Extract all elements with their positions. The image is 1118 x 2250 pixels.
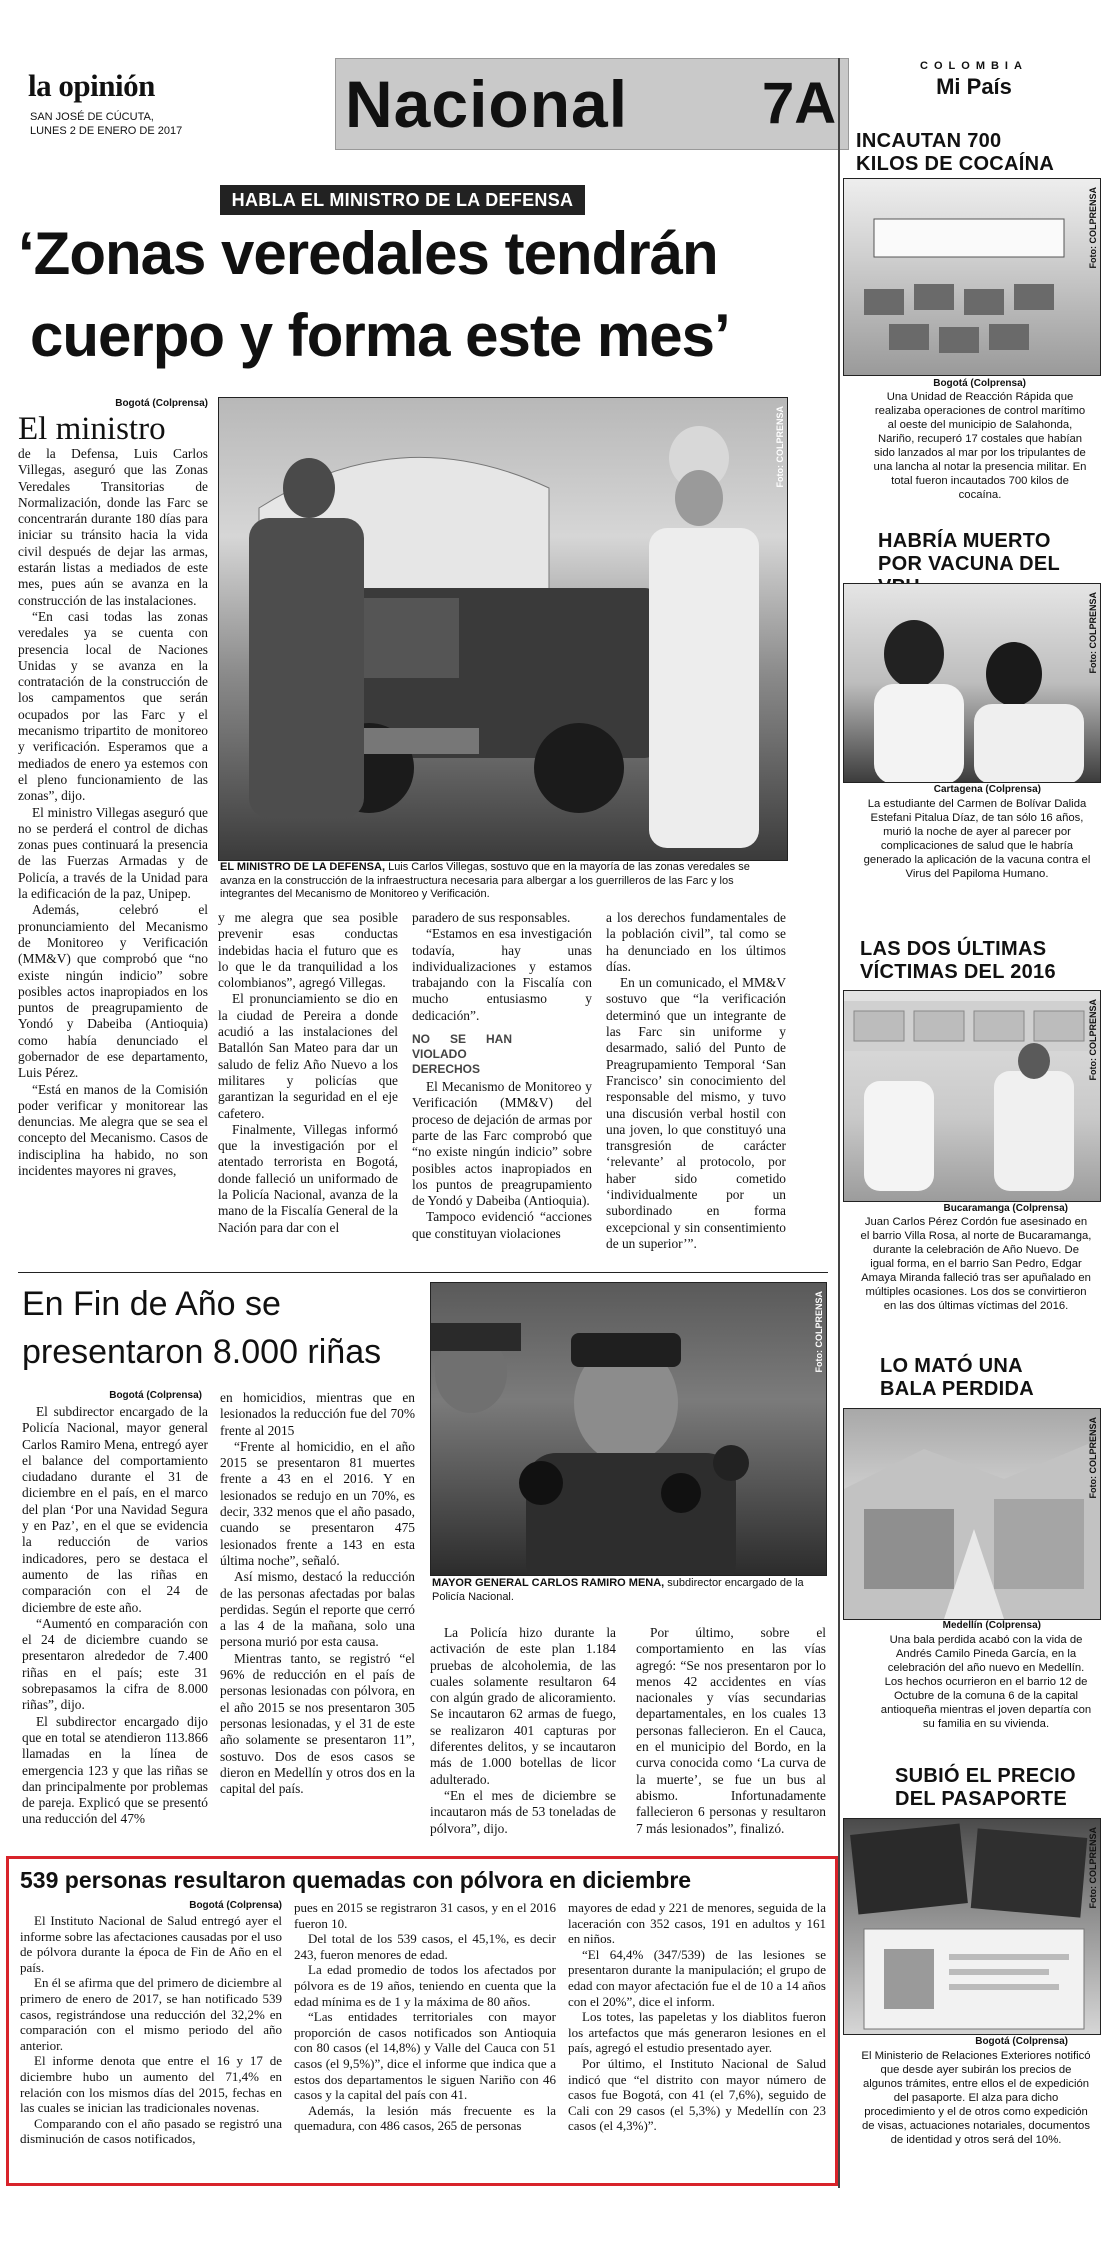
main-photo-caption — [220, 861, 786, 902]
paragraph: En él se afirma que del primero de diciembre al primero de enero de 2017, se han notificado 539 casos, registrándose una reducción del 32,2% en comparación con el mismo periodo del año anterior. — [20, 1975, 282, 2053]
paragraph: de la Defensa, Luis Carlos Villegas, aseguró que las Zonas Veredales Transitorias de Normalización, donde las Farc se concentrarán durante 180 días para iniciar su tránsito hacia la vida civil después de dejar las armas, estarán listas a mediados de este mes, pues aún se avanza en la construcción de las instalaciones. — [18, 446, 208, 608]
sidebar-country: COLOMBIA — [920, 60, 1028, 72]
dateline: Bogotá (Colprensa) — [115, 398, 208, 409]
paragraph: “Las entidades territoriales con mayor proporción de casos notificados son Antioquia con 80 casos (el 14,8%) y Valle del Cauca con 51 casos (el 9,5%)”, dice el informe que indica que a estos dos departamentos le siguen Nariño con 46 casos y la capital del país con 41. — [294, 2009, 556, 2103]
paragraph: Además, celebró el pronunciamiento del Mecanismo de Monitoreo y Verificación (MM&V) que comprobó que “no existe ningún indicio” sobre posibles actos inapropiados en los puntos de preagrupamiento de Yondó y Dabeiba (Antioquia) como había denunciado el gobernador de ese departamento, Luis Pérez. — [18, 902, 208, 1081]
sidebar-divider — [838, 58, 840, 2188]
paragraph: “En el mes de diciembre se incautaron más de 53 toneladas de pólvora”, dijo. — [430, 1787, 616, 1836]
paragraph: paradero de sus responsables. — [412, 910, 571, 925]
photo-illustration — [844, 584, 1100, 782]
dateline: Bogotá (Colprensa) — [109, 1390, 202, 1401]
divider — [18, 1272, 828, 1273]
paragraph: Comparando con el año pasado se registró una disminución de casos notificados, — [20, 2115, 282, 2147]
paragraph: en homicidios, mientras que en lesionados la reducción fue del 70% frente al 2015 — [220, 1390, 415, 1438]
kicker-text: HABLA EL MINISTRO DE LA DEFENSA — [231, 190, 574, 210]
brief-photo — [843, 990, 1101, 1202]
caption-text: subdirector encargado de la Policía Nacional. — [432, 1577, 804, 1603]
masthead-location: SAN JOSÉ DE CÚCUTA, — [30, 111, 154, 123]
paragraph: La Policía hizo durante la activación de este plan 1.184 pruebas de alcoholemia, de las cuales solamente resultaron 64 con algún grado de alicoramiento. Se incautaron 62 armas de fuego, se realizaron 401 capturas por diferentes delitos, y se incautaron más de 1.000 botellas de licor adulterado. — [430, 1625, 616, 1787]
paragraph: “Está en manos de la Comisión poder verificar y monitorear las denuncias. Me alegra que se sea el concepto del Mecanismo. Casos de indisciplina ha habido, no son incidentes mayores ni graves, — [18, 1081, 208, 1179]
paragraph: El subdirector encargado dijo que en total se atendieron 113.866 llamadas en la línea de emergencia 123 y que las riñas se dan principalmente por problemas de pareja. Explicó que se presentó una reducción del 47% — [22, 1713, 208, 1827]
photo-credit: Foto: COLPRENSA — [1088, 1417, 1098, 1499]
page-number: 7A — [762, 71, 837, 136]
drop-lead: El ministro — [18, 411, 166, 447]
brief-text: La estudiante del Carmen de Bolívar Dalida Estefani Pitalua Díaz, de tan sólo 16 años, murió la noche de ayer al parecer por complicaciones de salud que le habría generado la aplicación de la vacuna contra el Virus del Papiloma Humano. — [863, 798, 1091, 880]
brief-photo — [843, 178, 1101, 376]
brief-dateline: Medellín (Colprensa) — [942, 1620, 1041, 1631]
brief-photo — [843, 1408, 1101, 1620]
brief-dateline: Bogotá (Colprensa) — [933, 378, 1026, 389]
paragraph: Por último, sobre el comportamiento en las vías agregó: “Se nos presentaron por lo menos 42 accidentes en vías nacionales y vías secundarias departamentales, en los cuales 13 personas fallecieron. En el Cauca, en el municipio del Bordo, en la curva conocida como ‘La curva de la muerte’, se fue un bus al abismo. Infortunadamente fallecieron 6 personas y resultaron 7 más lesionados”, finalizó. — [636, 1625, 826, 1836]
photo-credit: Foto: COLPRENSA — [1088, 187, 1098, 269]
caption-bold: MAYOR GENERAL CARLOS RAMIRO MENA, — [432, 1577, 665, 1589]
polvora-col-2 — [294, 1900, 556, 2134]
brief-dateline: Bucaramanga (Colprensa) — [943, 1203, 1068, 1214]
paragraph: pues en 2015 se registraron 31 casos, y en el 2016 fueron 10. — [294, 1900, 556, 1931]
rinas-col-1 — [22, 1404, 208, 1828]
rinas-headline-2: presentaron 8.000 riñas — [22, 1333, 382, 1371]
rinas-col-4 — [636, 1625, 826, 1837]
logo: la opinión — [28, 68, 155, 103]
rinas-photo-caption — [432, 1577, 824, 1604]
masthead-date: LUNES 2 DE ENERO DE 2017 — [30, 125, 183, 137]
section-title: Nacional — [345, 67, 629, 141]
paragraph: Por último, el Instituto Nacional de Salud indicó que “el distrito con mayor número de casos fue Bogotá, con 41 (el 7,6%), seguido de Cali con 29 casos (el 5,3%) y Medellín con 23 casos (el 4,3%)”. — [568, 2055, 826, 2134]
paragraph: En un comunicado, el MM&V sostuvo que “la verificación determinó que un integrante de las Farc sin uniforme y desarmado, salió del Punto de Preagrupamiento Temporal ‘San Francisco’ sin conocimiento del responsable del mismo, y tuvo una discusión verbal hostil con una joven, lo que constituyó una transgresión de carácter ‘relevante’ al protocolo, por haber sido cometido ‘individualmente por un subordinado en forma excepcional y sin consentimiento de un superior’”. — [606, 975, 786, 1251]
sidebar-header — [845, 58, 1103, 98]
brief-photo — [843, 583, 1101, 783]
paragraph: a los derechos fundamentales de la población civil”, tal como se ha denunciado en los últimos días. — [606, 910, 786, 974]
photo-credit: Foto: COLPRENSA — [1088, 592, 1098, 674]
rinas-headline-1: En Fin de Año se — [22, 1285, 281, 1323]
brief-text: Juan Carlos Pérez Cordón fue asesinado en el barrio Villa Rosa, al norte de Bucaramanga, durante la celebración de Año Nuevo. De igual forma, en el barrio San Pedro, Edgar Amaya Miranda falleció tras ser apuñalado en múltiples ocasiones. Los dos se convirtieron en las dos últimas víctimas del 2016. — [860, 1216, 1092, 1312]
headline-line-2: cuerpo y forma este mes’ — [30, 302, 730, 369]
subhead: NO SE HAN VIOLADO DERECHOS — [412, 1032, 512, 1077]
paragraph: Finalmente, Villegas informó que la investigación por el atentado terrorista en Bogotá, donde falleció un uniformado de la Policía Nacional, avanza de la mano de la Fiscalía General de la Nación para dar con el — [218, 1121, 398, 1235]
photo-illustration — [844, 991, 1100, 1201]
paragraph: Mientras tanto, se registró “el 96% de reducción en el país de personas lesionadas con pólvora, en el año 2015 se nos presentaron 305 personas lesionadas, y el 31 de este año solamente se presentaron 11”, sostuvo. Dos de esos casos se dieron en Medellín y otros dos en la capital del país. — [220, 1650, 415, 1797]
brief-headline: LO MATÓ UNA BALA PERDIDA — [880, 1355, 1034, 1400]
sidebar-title: Mi País — [936, 74, 1012, 99]
photo-credit: Foto: COLPRENSA — [1088, 999, 1098, 1081]
caption-text: Luis Carlos Villegas, sostuvo que en la mayoría de las zonas veredales se avanza en la construcción de la infraestructura necesaria para albergar a los guerrilleros de las Farc y los integrantes del Mecanismo de Monitoreo y Verificación. — [220, 861, 750, 900]
photo-illustration — [219, 398, 787, 860]
paragraph: Del total de los 539 casos, el 45,1%, es decir 243, fueron menores de edad. — [294, 1931, 556, 1962]
polvora-col-1 — [20, 1913, 282, 2147]
paragraph: El subdirector encargado de la Policía Nacional, mayor general Carlos Ramiro Mena, entregó ayer el balance del comportamiento ciudadano durante el 31 de diciembre en el país, en el marco del plan ‘Por una Navidad Segura y en Paz’, en el que se evidencia la reducción de varios indicadores, pero se destaca el aumento de las riñas en comparación con el 24 de diciembre de este año. — [22, 1404, 208, 1615]
main-col-3 — [412, 910, 592, 1242]
rinas-photo — [430, 1282, 827, 1576]
photo-illustration — [844, 1819, 1100, 2034]
photo-illustration — [844, 179, 1100, 375]
paragraph: “Estamos en esa investigación todavía, hay unas individualizaciones y estamos trabajando con la Fiscalía con mucho entusiasmo y dedicación”. — [412, 926, 592, 1023]
paragraph: “En casi todas las zonas veredales ya se cuenta con presencia local de Naciones Unidas y se avanza en la contratación de la construcción de los campamentos que serán ocupados por las Farc y el mecanismo tripartito de monitoreo y verificación. Esperamos que a mediados de enero ya estemos con el pleno funcionamiento de las zonas”, dijo. — [18, 608, 208, 804]
kicker — [220, 185, 585, 215]
paragraph: El informe denota que entre el 16 y 17 de diciembre hubo un aumento del 71,4% en relación con los mismos días del 2015, fechas en las cuales se inician las tradicionales novenas. — [20, 2053, 282, 2116]
photo-credit: Foto: COLPRENSA — [775, 406, 785, 488]
main-photo — [218, 397, 788, 861]
paragraph: “El 64,4% (347/539) de las lesiones se presentaron durante la manipulación; el grupo de edad con mayor afectación fue el de 10 a 14 años con el 20%”, dice el inform. — [568, 1946, 826, 2009]
brief-headline: LAS DOS ÚLTIMAS VÍCTIMAS DEL 2016 — [860, 938, 1056, 983]
paragraph: El Mecanismo de Monitoreo y Verificación (MM&V) del proceso de dejación de armas por parte de las Farc comprobó que “no existe ningún indicio” sobre posibles actos inapropiados en los puntos de preagrupamiento de Yondó y Dabeiba (Antioquia). — [412, 1079, 592, 1209]
paragraph: El ministro Villegas aseguró que no se perderá el control de dichas zonas pues continuará la presencia de las Fuerzas Armadas y de Policía, a través de la Unidad para la edificación de la paz, Unipep. — [18, 804, 208, 902]
photo-credit: Foto: COLPRENSA — [814, 1291, 824, 1373]
paragraph: El pronunciamiento se dio en la ciudad de Pereira a donde acudió a las instalaciones del Batallón San Mateo para dar un saludo de feliz Año Nuevo a los militares y policías que garantizan la seguridad en el eje cafetero. — [218, 991, 398, 1121]
paragraph: Así mismo, destacó la reducción de las personas afectadas por balas perdidas. Según el reporte que cerró a las 4 de la mañana, solo una persona murió por esta causa. — [220, 1569, 415, 1650]
brief-text: El Ministerio de Relaciones Exteriores notificó que desde ayer subirán los precios de algunos trámites, entre ellos el de expedición del pasaporte. El alza para dicho procedimiento y el de otros como expedición de visas, actuaciones notariales, documentos de identidad y otros será del 10%. — [861, 2050, 1091, 2146]
paragraph: Los totes, las papeletas y los diablitos fueron los artefactos que más generaron lesiones en el país, agregó el estudio presentado ayer. — [568, 2009, 826, 2056]
paragraph: La edad promedio de todos los afectados por pólvora es de 19 años, teniendo en cuenta que la edad mínima es de 1 y la máxima de 80 años. — [294, 1962, 556, 2009]
paragraph: “Aumentó en comparación con el 24 de diciembre cuando se presentaron alrededor de 7.400 riñas en el país; este 31 sobrepasamos la cifra de 8.000 riñas”, dijo. — [22, 1615, 208, 1713]
brief-photo — [843, 1818, 1101, 2035]
brief-headline: INCAUTAN 700 KILOS DE COCAÍNA — [856, 130, 1055, 175]
rinas-col-2 — [220, 1390, 415, 1797]
brief-headline: HABRÍA MUERTO POR VACUNA DEL — [878, 530, 1060, 575]
dateline: Bogotá (Colprensa) — [189, 1900, 282, 1911]
paragraph: mayores de edad y 221 de menores, seguida de la laceración con 352 casos, 191 en adultos y 161 en niños. — [568, 1900, 826, 1947]
main-col-1 — [18, 446, 208, 1246]
polvora-col-3 — [568, 1900, 826, 2134]
brief-headline: SUBIÓ EL PRECIO DEL PASAPORTE — [895, 1765, 1076, 1810]
brief-text: Una Unidad de Reacción Rápida que realizaba operaciones de control marítimo al oeste del municipio de Salahonda, Nariño, recuperó 17 costales que habían sido lanzados al mar por los tripulantes de una lancha al notar la presencia militar. En total fueron incautados 700 kilos de cocaína. — [873, 391, 1087, 501]
polvora-headline: 539 personas resultaron quemadas con pólvora en diciembre — [20, 1867, 692, 1893]
paragraph: Tampoco evidenció “acciones que constituyan violaciones — [412, 1209, 592, 1241]
paragraph: “Frente al homicidio, en el año 2015 se presentaron 81 muertes frente a 43 en el 2016. Y en lesionados se redujo en un 70%, es decir, 332 menos que el año pasado, cuando se presentaron 475 lesionados frente a 143 en esta última noche”, señaló. — [220, 1438, 415, 1568]
headline-line-1: ‘Zonas veredales tendrán — [18, 220, 718, 287]
photo-illustration — [431, 1283, 826, 1575]
caption-bold: EL MINISTRO DE LA DEFENSA, — [220, 861, 386, 873]
main-col-4 — [606, 910, 786, 1252]
photo-illustration — [844, 1409, 1100, 1619]
paragraph: El Instituto Nacional de Salud entregó ayer el informe sobre las afectaciones causadas por el uso de pólvora durante la época de Fin de Año en el país. — [20, 1913, 282, 1975]
paragraph: y me alegra que sea posible prevenir esas conductas indebidas hacia el futuro que es lo que le da tranquilidad a los colombianos”, agregó Villegas. — [218, 910, 398, 991]
brief-text: Una bala perdida acabó con la vida de Andrés Camilo Pineda García, en la celebración del año nuevo en Medellín. Los hechos ocurrieron en el barrio 12 de Octubre de la comuna 6 de la capital antioqueña mientras el joven departía con su familia en su vivienda. — [880, 1634, 1092, 1730]
photo-credit: Foto: COLPRENSA — [1088, 1827, 1098, 1909]
main-col-2 — [218, 910, 398, 1236]
rinas-col-3 — [430, 1625, 616, 1837]
brief-dateline: Cartagena (Colprensa) — [933, 784, 1041, 795]
paragraph: Además, la lesión más frecuente es la quemadura, con 486 casos, 265 de personas — [294, 2102, 556, 2134]
brief-dateline: Bogotá (Colprensa) — [975, 2036, 1068, 2047]
masthead — [10, 58, 837, 153]
